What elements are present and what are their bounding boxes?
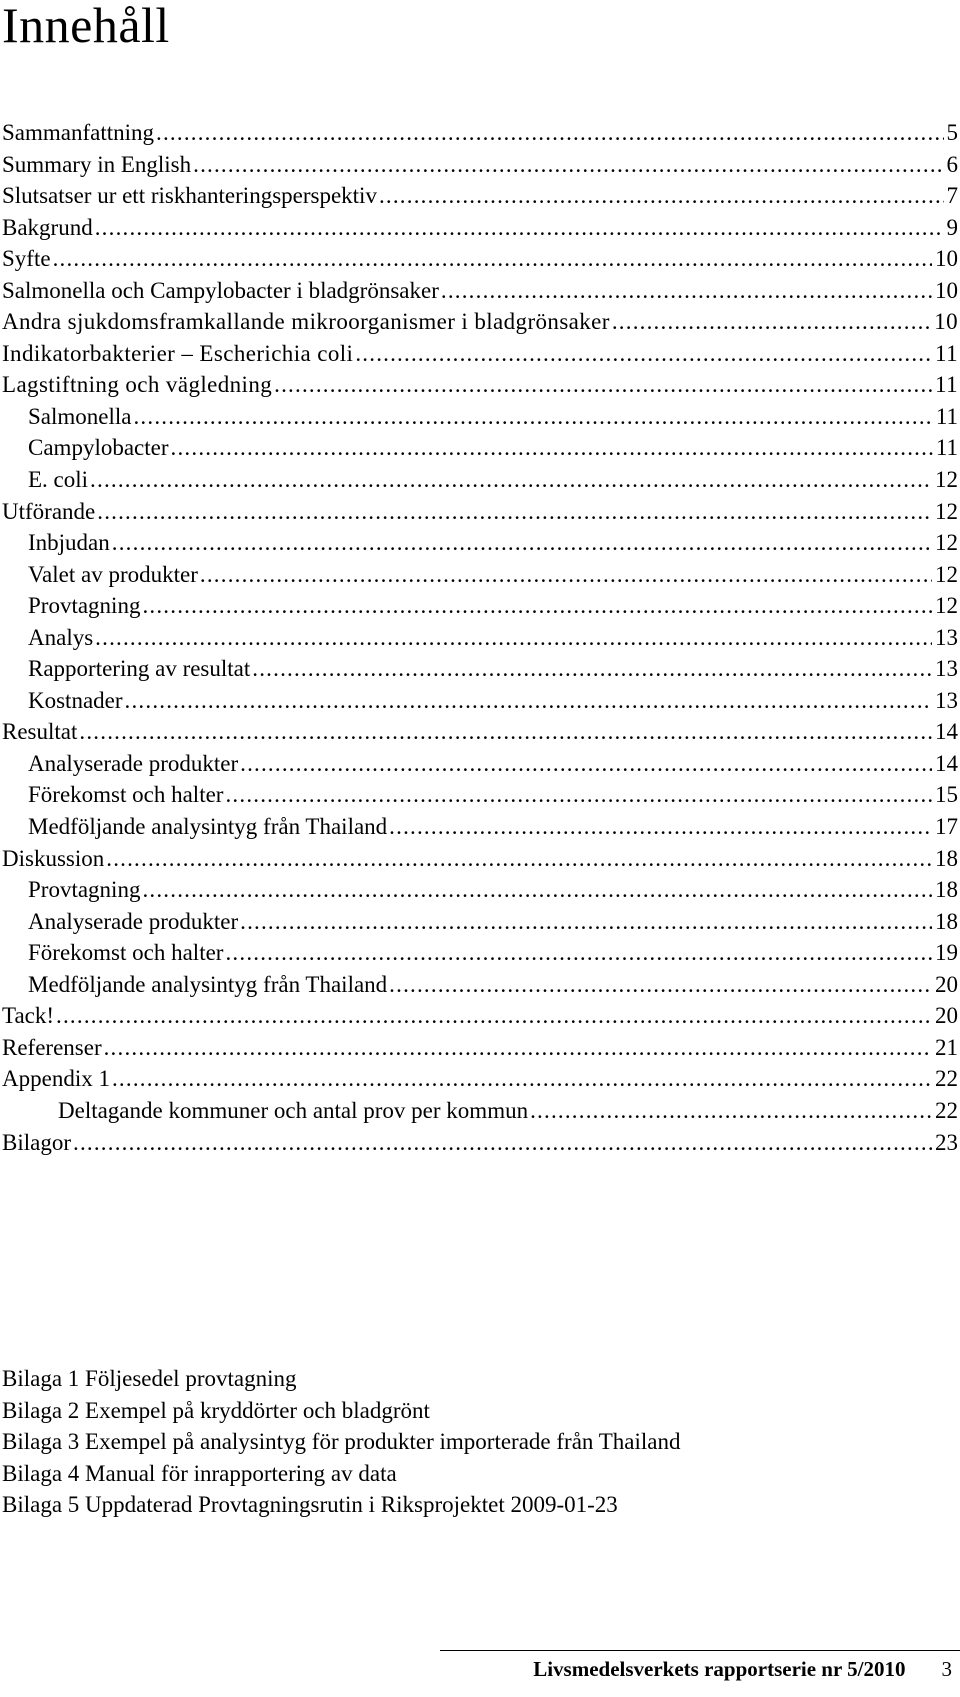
toc-entry[interactable] [2, 969, 958, 1001]
toc-entry[interactable] [2, 1032, 958, 1064]
appendix-item: Bilaga 4 Manual för inrapportering av data [2, 1460, 397, 1486]
toc-dot-leader [274, 369, 932, 401]
toc-dot-leader [106, 843, 932, 875]
toc-entry-page-number: 21 [935, 1034, 958, 1060]
toc-dot-leader [252, 653, 932, 685]
toc-entry-label: Bakgrund [2, 214, 93, 240]
toc-dot-leader [142, 590, 932, 622]
toc-entry-label: Analys [28, 624, 94, 650]
toc-dot-leader [142, 874, 932, 906]
toc-entry[interactable] [2, 874, 958, 906]
toc-entry[interactable] [2, 401, 958, 433]
toc-entry[interactable] [2, 1000, 958, 1032]
toc-entry-page-number: 18 [935, 877, 958, 903]
toc-entry-page-number: 14 [935, 750, 958, 776]
toc-dot-leader [90, 464, 932, 496]
toc-entry-label: Indikatorbakterier – Escherichia coli [2, 340, 354, 366]
toc-entry-label: Salmonella och Campylobacter i bladgrönsaker [2, 277, 439, 303]
toc-entry[interactable] [2, 1127, 958, 1159]
toc-entry-page-number: 6 [946, 151, 958, 177]
toc-dot-leader [56, 1000, 932, 1032]
toc-entry-page-number: 19 [935, 940, 958, 966]
toc-entry[interactable] [2, 306, 958, 338]
toc-entry[interactable] [2, 653, 958, 685]
toc-entry-page-number: 15 [935, 782, 958, 808]
toc-entry-label: Förekomst och halter [28, 782, 224, 808]
toc-entry[interactable] [2, 559, 958, 591]
toc-entry[interactable] [2, 275, 958, 307]
appendix-item: Bilaga 1 Följesedel provtagning [2, 1366, 297, 1391]
toc-entry[interactable] [2, 117, 958, 149]
toc-dot-leader [200, 559, 932, 591]
toc-entry-label: Inbjudan [28, 530, 110, 556]
toc-entry-label: Analyserade produkter [28, 908, 239, 934]
toc-dot-leader [53, 243, 932, 275]
toc-entry-page-number: 5 [946, 120, 958, 145]
appendix-item: Bilaga 3 Exempel på analysintyg för produkter importerade från Thailand [2, 1429, 681, 1454]
toc-entry-page-number: 12 [935, 561, 958, 587]
toc-entry[interactable] [2, 338, 958, 370]
toc-entry-label: Provtagning [28, 877, 141, 903]
appendix-list [2, 1363, 681, 1521]
toc-dot-leader [79, 716, 932, 748]
toc-entry[interactable] [2, 1063, 958, 1095]
toc-entry-label: Sammanfattning [2, 120, 155, 145]
toc-entry[interactable] [2, 1095, 958, 1127]
toc-dot-leader [389, 969, 932, 1001]
toc-entry[interactable] [2, 369, 958, 401]
toc-dot-leader [133, 401, 932, 433]
toc-dot-leader [112, 527, 932, 559]
toc-dot-leader [73, 1127, 932, 1159]
toc-entry-label: Summary in English [2, 151, 192, 177]
toc-entry[interactable] [2, 906, 958, 938]
toc-entry-label: Analyserade produkter [28, 750, 239, 776]
toc-entry-label: Resultat [2, 719, 78, 745]
toc-entry-page-number: 7 [946, 183, 958, 209]
toc-entry-label: Diskussion [2, 845, 105, 871]
toc-entry-page-number: 11 [935, 403, 958, 429]
toc-dot-leader [530, 1095, 932, 1127]
page-title: Innehåll [2, 0, 170, 53]
footer-series-title: Livsmedelsverkets rapportserie nr 5/2010 [533, 1657, 906, 1681]
toc-entry-page-number: 11 [935, 340, 958, 366]
toc-dot-leader [97, 496, 932, 528]
toc-entry[interactable] [2, 243, 958, 275]
toc-entry[interactable] [2, 779, 958, 811]
toc-dot-leader [95, 212, 944, 244]
toc-dot-leader [104, 1032, 932, 1064]
toc-entry[interactable] [2, 212, 958, 244]
toc-entry-label: Kostnader [28, 687, 123, 713]
toc-entry[interactable] [2, 590, 958, 622]
toc-entry-label: Medföljande analysintyg från Thailand [28, 814, 388, 840]
toc-entry[interactable] [2, 685, 958, 717]
toc-entry[interactable] [2, 149, 958, 181]
toc-entry-label: Tack! [2, 1003, 55, 1029]
toc-entry-page-number: 14 [935, 719, 958, 745]
toc-entry-page-number: 20 [935, 971, 958, 997]
toc-entry-label: Provtagning [28, 593, 141, 619]
toc-entry-label: Campylobacter [28, 435, 169, 461]
toc-entry-label: Valet av produkter [28, 561, 198, 587]
toc-entry-page-number: 11 [935, 435, 958, 461]
toc-dot-leader [225, 779, 932, 811]
toc-dot-leader [355, 338, 932, 370]
toc-entry-label: Förekomst och halter [28, 940, 224, 966]
toc-entry[interactable] [2, 937, 958, 969]
toc-entry-label: Rapportering av resultat [28, 656, 251, 682]
table-of-contents [2, 117, 958, 1158]
toc-dot-leader [95, 622, 932, 654]
toc-entry-page-number: 20 [935, 1003, 958, 1029]
toc-entry-label: Referenser [2, 1034, 102, 1060]
toc-dot-leader [379, 180, 944, 212]
toc-dot-leader [441, 275, 932, 307]
toc-entry[interactable] [2, 622, 958, 654]
toc-entry[interactable] [2, 716, 958, 748]
toc-entry-page-number: 12 [935, 467, 958, 493]
toc-entry-label: Syfte [2, 246, 51, 272]
toc-entry-page-number: 18 [935, 845, 958, 871]
toc-entry-label: Andra sjukdomsframkallande mikroorganismer i bladgrönsaker [2, 309, 610, 335]
toc-entry[interactable] [2, 843, 958, 875]
toc-entry-page-number: 13 [935, 687, 958, 713]
toc-entry-label: Appendix 1 [2, 1066, 110, 1092]
toc-entry[interactable] [2, 496, 958, 528]
toc-entry-page-number: 12 [935, 498, 958, 524]
toc-entry[interactable] [2, 748, 958, 780]
toc-dot-leader [612, 306, 931, 338]
toc-entry-page-number: 10 [934, 309, 958, 335]
toc-dot-leader [389, 811, 932, 843]
toc-entry-page-number: 10 [935, 246, 958, 272]
toc-entry[interactable] [2, 811, 958, 843]
toc-entry-page-number: 13 [935, 656, 958, 682]
toc-entry-label: Medföljande analysintyg från Thailand [28, 971, 388, 997]
footer-page-number: 3 [941, 1657, 952, 1681]
toc-entry-label: Lagstiftning och vägledning [2, 372, 273, 398]
toc-entry-page-number: 9 [946, 214, 958, 240]
appendix-item: Bilaga 5 Uppdaterad Provtagningsrutin i Riksprojektet 2009-01-23 [2, 1492, 618, 1517]
toc-entry[interactable] [2, 464, 958, 496]
toc-entry-page-number: 10 [935, 277, 958, 303]
toc-entry-page-number: 18 [935, 908, 958, 934]
footer [533, 1654, 952, 1684]
toc-entry[interactable] [2, 432, 958, 464]
toc-entry-page-number: 22 [935, 1097, 958, 1123]
toc-entry-page-number: 13 [935, 624, 958, 650]
toc-dot-leader [240, 748, 932, 780]
toc-entry-label: Utförande [2, 498, 96, 524]
toc-dot-leader [156, 117, 943, 149]
toc-dot-leader [171, 432, 933, 464]
toc-entry-page-number: 12 [935, 593, 958, 619]
toc-dot-leader [112, 1063, 932, 1095]
toc-dot-leader [225, 937, 932, 969]
toc-entry-label: Bilagor [2, 1129, 71, 1155]
footer-rule [440, 1650, 960, 1651]
toc-dot-leader [125, 685, 932, 717]
appendix-item: Bilaga 2 Exempel på kryddörter och bladgrönt [2, 1397, 430, 1423]
toc-entry-page-number: 17 [935, 814, 958, 840]
toc-entry-page-number: 22 [935, 1066, 958, 1092]
toc-entry[interactable] [2, 527, 958, 559]
toc-entry-label: Slutsatser ur ett riskhanteringsperspektiv [2, 183, 377, 209]
toc-dot-leader [240, 906, 932, 938]
toc-dot-leader [193, 149, 943, 181]
toc-entry-page-number: 11 [935, 372, 958, 398]
toc-entry-label: E. coli [28, 467, 89, 493]
toc-entry-page-number: 12 [935, 530, 958, 556]
toc-entry-label: Salmonella [28, 403, 132, 429]
toc-entry[interactable] [2, 180, 958, 212]
toc-entry-label: Deltagande kommuner och antal prov per kommun [58, 1097, 529, 1123]
toc-entry-page-number: 23 [935, 1129, 958, 1155]
